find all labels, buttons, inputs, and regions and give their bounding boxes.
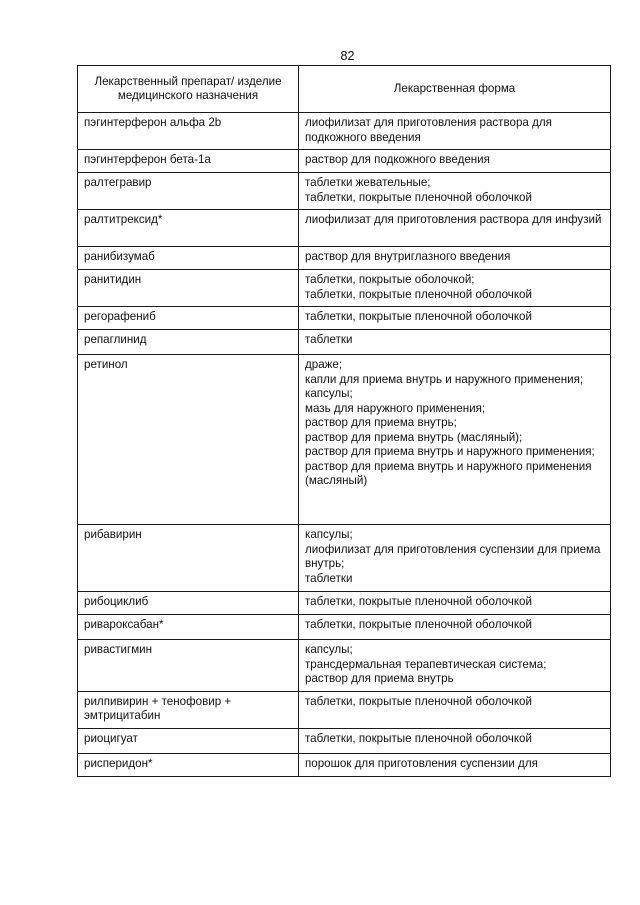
table-row [78, 355, 611, 525]
drug-name: ранитидин [78, 270, 299, 307]
table-row [78, 691, 611, 728]
drug-name: ралтитрексид* [78, 210, 299, 247]
dosage-form-line: капли для приема внутрь и наружного применения; [305, 372, 584, 386]
dosage-form-line: таблетки [305, 571, 353, 585]
dosage-form-line: раствор для приема внутрь; [305, 416, 457, 429]
dosage-form-line: лиофилизат для приготовления суспензии для приема внутрь; [305, 542, 601, 570]
dosage-form-line: таблетки, покрытые пленочной оболочкой [305, 595, 532, 608]
drug-name: рибоциклиб [78, 592, 299, 615]
dosage-form-line: мазь для наружного применения; [305, 401, 486, 415]
dosage-form-line: таблетки [305, 333, 353, 346]
dosage-form-line: таблетки, покрытые пленочной оболочкой [305, 731, 532, 745]
dosage-form [299, 592, 611, 615]
dosage-form [299, 173, 611, 210]
drug-name: регорафениб [78, 307, 299, 330]
dosage-form [299, 525, 611, 592]
table-row [78, 728, 611, 753]
drug-name: рилпивирин + тенофовир + эмтрицитабин [78, 691, 299, 728]
dosage-form-line: трансдермальная терапевтическая система; [305, 657, 547, 671]
table-row [78, 150, 611, 173]
dosage-form-line: раствор для подкожного введения [305, 153, 490, 166]
drug-name: пэгинтерферон альфа 2b [78, 113, 299, 150]
dosage-form [299, 247, 611, 270]
table-row [78, 525, 611, 592]
dosage-form-line: капсулы; [305, 528, 353, 541]
dosage-form [299, 640, 611, 692]
table-row [78, 173, 611, 210]
dosage-form [299, 753, 611, 776]
dosage-form-line: драже; [305, 358, 343, 371]
dosage-form-line: таблетки, покрытые пленочной оболочкой [305, 190, 532, 204]
drug-name: ривастигмин [78, 640, 299, 692]
drug-name: репаглинид [78, 330, 299, 355]
drug-name: ранибизумаб [78, 247, 299, 270]
dosage-form [299, 691, 611, 728]
table-row [78, 270, 611, 307]
dosage-form-line: лиофилизат для приготовления раствора для инфузий [305, 213, 602, 226]
drug-name: рибавирин [78, 525, 299, 592]
dosage-form [299, 355, 611, 525]
dosage-form-line: порошок для приготовления суспензии для [305, 756, 538, 770]
dosage-form-line: таблетки, покрытые оболочкой; [305, 273, 475, 286]
dosage-form-line: капсулы; [305, 643, 353, 656]
dosage-form-line: лиофилизат для приготовления раствора для подкожного введения [305, 116, 552, 144]
table-row [78, 210, 611, 247]
header-form: Лекарственная форма [299, 66, 611, 113]
dosage-form [299, 307, 611, 330]
drug-name: рисперидон* [78, 753, 299, 776]
drug-forms-table [77, 65, 611, 777]
table-row [78, 113, 611, 150]
drug-name: ретинол [78, 355, 299, 525]
table-row [78, 330, 611, 355]
dosage-form-line: раствор для внутриглазного введения [305, 250, 511, 263]
dosage-form-line: раствор для приема внутрь и наружного применения; [305, 445, 595, 458]
dosage-form-line: капсулы; [305, 387, 353, 400]
drug-name: ривароксабан* [78, 615, 299, 640]
dosage-form [299, 210, 611, 247]
table-row [78, 247, 611, 270]
dosage-form [299, 615, 611, 640]
dosage-form [299, 728, 611, 753]
page-number: 82 [340, 49, 355, 63]
table-row [78, 753, 611, 776]
drug-name: пэгинтерферон бета-1a [78, 150, 299, 173]
table-row [78, 307, 611, 330]
table-row [78, 615, 611, 640]
dosage-form-line: раствор для приема внутрь [305, 672, 454, 685]
table-row [78, 592, 611, 615]
dosage-form [299, 270, 611, 307]
header-drug: Лекарственный препарат/ изделие медицинского назначения [78, 66, 299, 113]
table-header-row [78, 66, 611, 113]
drug-name: риоцигуат [78, 728, 299, 753]
dosage-form [299, 113, 611, 150]
dosage-form [299, 330, 611, 355]
dosage-form-line: раствор для приема внутрь (масляный); [305, 430, 523, 444]
drug-name: ралтегравир [78, 173, 299, 210]
dosage-form-line: таблетки, покрытые пленочной оболочкой [305, 618, 532, 631]
table-body [78, 113, 611, 777]
dosage-form-line: таблетки жевательные; [305, 176, 431, 189]
dosage-form-line: раствор для приема внутрь и наружного применения (масляный) [305, 459, 592, 487]
dosage-form-line: таблетки, покрытые пленочной оболочкой [305, 310, 532, 323]
table-row [78, 640, 611, 692]
dosage-form-line: таблетки, покрытые пленочной оболочкой [305, 287, 532, 301]
dosage-form-line: таблетки, покрытые пленочной оболочкой [305, 694, 532, 708]
dosage-form [299, 150, 611, 173]
